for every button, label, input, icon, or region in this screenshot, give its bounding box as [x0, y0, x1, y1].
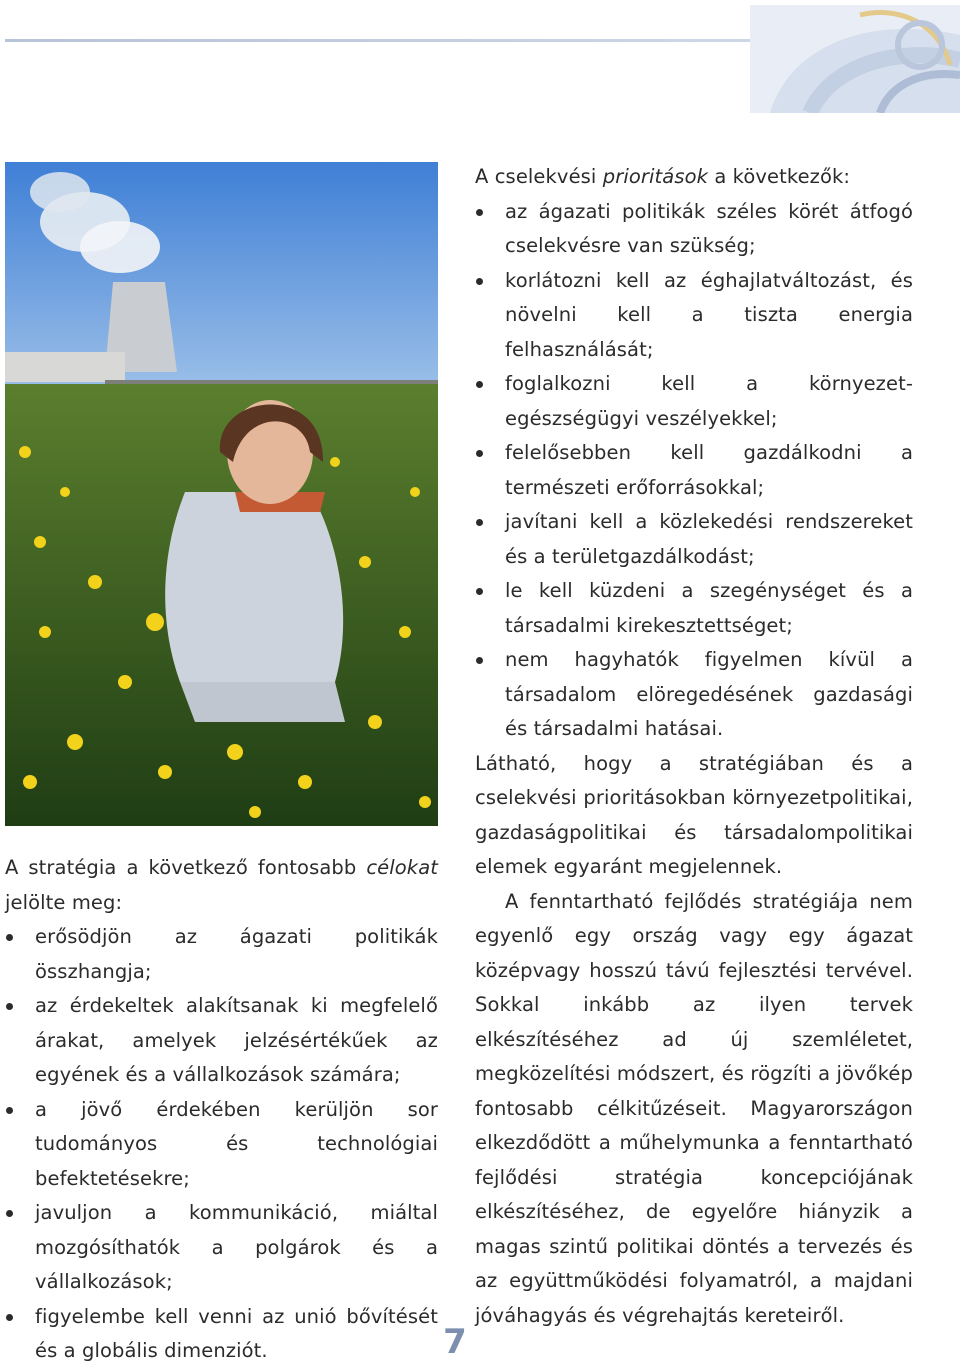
priorities-intro-emphasis: prioritások	[602, 165, 709, 188]
page-number: 7	[443, 1322, 467, 1362]
priorities-list	[475, 195, 913, 747]
priorities-intro	[475, 160, 913, 195]
priorities-list-item: nem hagyhatók figyelmen kívül a társadalom elöregedésének gazdasági és társadalmi hatásai.	[475, 643, 913, 747]
goals-intro-emphasis: célokat	[366, 856, 438, 879]
priorities-intro-text-end: a következők:	[708, 165, 851, 188]
goals-intro-text: A stratégia a következő fontosabb	[5, 856, 367, 879]
header-rule	[5, 39, 795, 42]
priorities-list-item: le kell küzdeni a szegénységet és a társadalmi kirekesztettséget;	[475, 574, 913, 643]
priorities-list-item: foglalkozni kell a környezet-egészségügyi veszélyekkel;	[475, 367, 913, 436]
goals-list-item: javuljon a kommunikáció, miáltal mozgósíthatók a polgárok és a vállalkozások;	[5, 1196, 438, 1300]
goals-list-item: a jövő érdekében kerüljön sor tudományos és technológiai befektetésekre;	[5, 1093, 438, 1197]
goals-intro	[5, 851, 438, 920]
child-in-meadow-photo	[5, 162, 438, 826]
publication-logo	[750, 5, 960, 113]
goals-list-item: az érdekeltek alakítsanak ki megfelelő árakat, amelyek jelzésértékűek az egyének és a vállalkozások számára;	[5, 989, 438, 1093]
strategy-paragraph: A fenntartható fejlődés stratégiája nem egyenlő egy ország vagy egy ágazat középvagy hosszú távú fejlesztési tervével. Sokkal inkább az ilyen tervek elkészítéséhez ad új szemléletet, megközelítési módszert, és rögzíti a jövőkép fontosabb célkitűzéseit. Magyarországon elkezdődött a műhelymunka a fenntartható fejlődési stratégia koncepciójának elkészítéséhez, de egyelőre hiányzik a magas szintű politikai döntés a tervezés és az együttműködési folyamatról, a majdani jóváhagyás és végrehajtás kereteiről.	[475, 889, 913, 1327]
goals-list-item: figyelembe kell venni az unió bővítését és a globális dimenziót.	[5, 1300, 438, 1369]
left-text-column	[5, 851, 438, 1369]
priorities-list-item: korlátozni kell az éghajlatváltozást, és növelni kell a tiszta energia felhasználását;	[475, 264, 913, 368]
priorities-list-item: javítani kell a közlekedési rendszereket és a területgazdálkodást;	[475, 505, 913, 574]
goals-list-item: erősödjön az ágazati politikák összhangja;	[5, 920, 438, 989]
goals-list	[5, 920, 438, 1369]
summary-paragraph: Látható, hogy a stratégiában és a cselekvési prioritásokban környezetpolitikai, gazdaságpolitikai és társadalompolitikai elemek egyaránt megjelennek.	[475, 751, 913, 878]
priorities-intro-text: A cselekvési	[475, 165, 603, 188]
priorities-list-item: az ágazati politikák széles körét átfogó cselekvésre van szükség;	[475, 195, 913, 264]
goals-intro-text-end: jelölte meg:	[5, 890, 123, 914]
priorities-list-item: felelősebben kell gazdálkodni a természeti erőforrásokkal;	[475, 436, 913, 505]
right-text-column	[475, 160, 913, 1333]
